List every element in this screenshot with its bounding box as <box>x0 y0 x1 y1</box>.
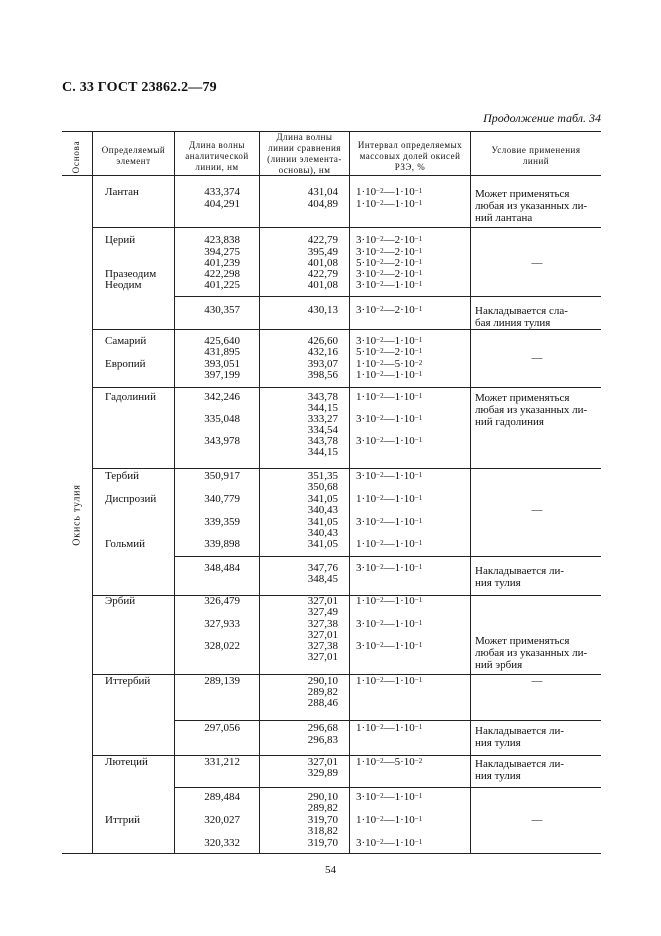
header-comparison-line: линии сравнения <box>268 143 341 153</box>
interval-value: $3\cdot 10^{-2}—1\cdot 10^{-1}$ <box>356 562 423 574</box>
element-name: Празеодим <box>105 268 157 280</box>
condition-line: Накладывается ли- <box>475 758 565 770</box>
interval-value: $3\cdot 10^{-2}—1\cdot 10^{-1}$ <box>356 516 423 528</box>
analytical-wavelength: 423,838 <box>204 234 240 246</box>
comparison-wavelength: 341,05 <box>307 493 338 505</box>
analytical-wavelength: 425,640 <box>204 335 240 347</box>
exponent: −2 <box>376 392 384 400</box>
exponent: −1 <box>414 838 423 846</box>
condition-text <box>475 392 599 428</box>
element-name: Церий <box>105 234 136 246</box>
interval-value: $3\cdot 10^{-2}—2\cdot 10^{-1}$ <box>356 246 423 258</box>
interval-value: $1\cdot 10^{-2}—1\cdot 10^{-1}$ <box>356 814 423 826</box>
condition-line: любая из указанных ли- <box>475 200 588 212</box>
comparison-wavelength: 404,89 <box>307 198 338 210</box>
comparison-wavelength: 296,83 <box>307 734 338 746</box>
interval-value: $3\cdot 10^{-2}—2\cdot 10^{-1}$ <box>356 304 423 316</box>
page-header-title: С. 33 ГОСТ 23862.2—79 <box>62 80 217 95</box>
comparison-wavelength: 432,16 <box>307 346 338 358</box>
sub-separator <box>175 720 601 721</box>
spectral-lines-table <box>62 131 601 854</box>
element-name: Иттрий <box>105 814 140 826</box>
exponent: −1 <box>414 517 423 525</box>
base-cell <box>62 176 92 853</box>
interval-value: $3\cdot 10^{-2}—2\cdot 10^{-1}$ <box>356 234 423 246</box>
page-number: 54 <box>325 864 336 876</box>
element-name: Лютеций <box>105 756 148 768</box>
exponent: −2 <box>376 336 384 344</box>
analytical-wavelength: 393,051 <box>204 358 240 370</box>
interval-value: $3\cdot 10^{-2}—1\cdot 10^{-1}$ <box>356 837 423 849</box>
exponent: −1 <box>414 619 423 627</box>
header-wavelength-line: Длина волны <box>189 140 245 150</box>
condition-dash: — <box>531 675 543 687</box>
exponent: −2 <box>376 347 384 355</box>
exponent: −2 <box>376 305 384 313</box>
comparison-wavelength: 290,10 <box>307 791 338 803</box>
condition-dash: — <box>531 814 543 826</box>
exponent: −1 <box>414 471 423 479</box>
interval-value: $5\cdot 10^{-2}—2\cdot 10^{-1}$ <box>356 346 423 358</box>
exponent: −2 <box>376 370 384 378</box>
element-name: Гольмий <box>105 538 145 550</box>
header-interval <box>350 140 470 173</box>
condition-line: любая из указанных ли- <box>475 647 588 659</box>
analytical-wavelength: 394,275 <box>204 246 240 258</box>
exponent: −2 <box>376 471 384 479</box>
exponent: −1 <box>414 815 423 823</box>
condition-line: ния тулия <box>475 770 521 782</box>
col-divider-4 <box>349 131 350 854</box>
sub-separator <box>175 296 601 297</box>
condition-line: ния тулия <box>475 737 521 749</box>
group-separator <box>93 387 601 388</box>
comparison-wavelength: 289,82 <box>307 802 338 814</box>
comparison-wavelength: 351,35 <box>307 470 338 482</box>
analytical-wavelength: 339,898 <box>204 538 240 550</box>
exponent: −2 <box>376 199 384 207</box>
group-separator <box>93 227 601 228</box>
condition-line: Накладывается ли- <box>475 725 565 737</box>
table-bottom-border <box>62 853 601 854</box>
condition-text <box>475 758 599 782</box>
comparison-wavelength: 393,07 <box>307 358 338 370</box>
comparison-wavelength: 343,78 <box>307 391 338 403</box>
exponent: −1 <box>414 280 423 288</box>
exponent: −2 <box>376 414 384 422</box>
group-separator <box>93 329 601 330</box>
element-name: Эрбий <box>105 595 136 607</box>
exponent: −1 <box>414 258 423 266</box>
comparison-wavelength: 350,68 <box>307 481 338 493</box>
element-name: Неодим <box>105 279 142 291</box>
interval-value: $1\cdot 10^{-2}—1\cdot 10^{-1}$ <box>356 198 423 210</box>
exponent: −1 <box>414 305 423 313</box>
condition-dash: — <box>531 352 543 364</box>
exponent: −1 <box>414 539 423 547</box>
comparison-wavelength: 318,82 <box>307 825 338 837</box>
header-wavelength-line: аналитической <box>185 151 249 161</box>
base-name: Окись тулия <box>71 483 83 546</box>
interval-value: $1\cdot 10^{-2}—5\cdot 10^{-2}$ <box>356 358 423 370</box>
condition-line: ний гадолиния <box>475 416 544 428</box>
comparison-wavelength: 344,15 <box>307 446 338 458</box>
condition-line: Накладывается ли- <box>475 565 565 577</box>
exponent: −1 <box>414 199 423 207</box>
header-element-line: элемент <box>116 156 151 166</box>
exponent: −1 <box>414 723 423 731</box>
condition-line: Может применяться <box>475 635 570 647</box>
comparison-wavelength: 422,79 <box>307 234 338 246</box>
analytical-wavelength: 328,022 <box>204 640 240 652</box>
analytical-wavelength: 289,139 <box>204 675 240 687</box>
exponent: −2 <box>376 723 384 731</box>
group-separator <box>93 595 601 596</box>
condition-line: ния тулия <box>475 577 521 589</box>
analytical-wavelength: 289,484 <box>204 791 240 803</box>
exponent: −2 <box>376 815 384 823</box>
comparison-wavelength: 327,01 <box>307 595 338 607</box>
comparison-wavelength: 395,49 <box>307 246 338 258</box>
exponent: −2 <box>376 596 384 604</box>
comparison-wavelength: 289,82 <box>307 686 338 698</box>
exponent: −2 <box>376 187 384 195</box>
analytical-wavelength: 397,199 <box>204 369 240 381</box>
comparison-wavelength: 327,01 <box>307 651 338 663</box>
exponent: −1 <box>414 414 423 422</box>
comparison-wavelength: 343,78 <box>307 435 338 447</box>
exponent: −2 <box>376 269 384 277</box>
exponent: −1 <box>414 792 423 800</box>
condition-line: бая линия тулия <box>475 317 551 329</box>
comparison-wavelength: 348,45 <box>307 573 338 585</box>
analytical-wavelength: 401,225 <box>204 279 240 291</box>
comparison-wavelength: 334,54 <box>307 424 338 436</box>
interval-value: $3\cdot 10^{-2}—1\cdot 10^{-1}$ <box>356 470 423 482</box>
exponent: −2 <box>414 757 423 765</box>
exponent: −2 <box>376 517 384 525</box>
exponent: −1 <box>414 187 423 195</box>
exponent: −2 <box>376 838 384 846</box>
interval-value: $1\cdot 10^{-2}—1\cdot 10^{-1}$ <box>356 493 423 505</box>
element-name: Тербий <box>105 470 140 482</box>
exponent: −1 <box>414 392 423 400</box>
analytical-wavelength: 331,212 <box>204 756 240 768</box>
comparison-wavelength: 398,56 <box>307 369 338 381</box>
interval-value: $1\cdot 10^{-2}—1\cdot 10^{-1}$ <box>356 369 423 381</box>
interval-value: $3\cdot 10^{-2}—1\cdot 10^{-1}$ <box>356 791 423 803</box>
interval-value: $3\cdot 10^{-2}—2\cdot 10^{-1}$ <box>356 268 423 280</box>
condition-text <box>475 725 599 749</box>
comparison-wavelength: 327,01 <box>307 756 338 768</box>
analytical-wavelength: 339,359 <box>204 516 240 528</box>
condition-text <box>475 565 599 589</box>
header-condition-line: Условие применения <box>491 145 581 155</box>
element-name: Европий <box>105 358 146 370</box>
comparison-wavelength: 288,46 <box>307 697 338 709</box>
exponent: −1 <box>414 247 423 255</box>
interval-value: $1\cdot 10^{-2}—1\cdot 10^{-1}$ <box>356 722 423 734</box>
exponent: −1 <box>414 336 423 344</box>
sub-separator <box>175 556 601 557</box>
element-name: Лантан <box>105 186 139 198</box>
exponent: −2 <box>376 641 384 649</box>
exponent: −2 <box>376 247 384 255</box>
exponent: −2 <box>376 539 384 547</box>
analytical-wavelength: 342,246 <box>204 391 240 403</box>
comparison-wavelength: 327,49 <box>307 606 338 618</box>
comparison-wavelength: 347,76 <box>307 562 338 574</box>
analytical-wavelength: 430,357 <box>204 304 240 316</box>
exponent: −2 <box>414 359 423 367</box>
group-separator <box>93 755 601 756</box>
analytical-wavelength: 350,917 <box>204 470 240 482</box>
comparison-wavelength: 327,01 <box>307 629 338 641</box>
comparison-wavelength: 431,04 <box>307 186 338 198</box>
element-name: Гадолиний <box>105 391 156 403</box>
interval-value: $1\cdot 10^{-2}—1\cdot 10^{-1}$ <box>356 186 423 198</box>
condition-line: Может применяться <box>475 392 570 404</box>
exponent: −2 <box>376 258 384 266</box>
condition-line: ний эрбия <box>475 659 523 671</box>
analytical-wavelength: 404,291 <box>204 198 240 210</box>
condition-line: любая из указанных ли- <box>475 404 588 416</box>
exponent: −1 <box>414 563 423 571</box>
interval-value: $3\cdot 10^{-2}—1\cdot 10^{-1}$ <box>356 413 423 425</box>
analytical-wavelength: 340,779 <box>204 493 240 505</box>
comparison-wavelength: 333,27 <box>307 413 338 425</box>
header-wavelength-line: линии, нм <box>195 162 239 172</box>
condition-text <box>475 635 599 671</box>
condition-line: ний лантана <box>475 212 533 224</box>
header-comparison-line: основы), нм <box>278 165 331 175</box>
comparison-wavelength: 319,70 <box>307 814 338 826</box>
comparison-wavelength: 340,43 <box>307 504 338 516</box>
sub-separator <box>175 787 601 788</box>
header-condition <box>471 145 601 167</box>
comparison-wavelength: 401,08 <box>307 279 338 291</box>
interval-value: $1\cdot 10^{-2}—1\cdot 10^{-1}$ <box>356 391 423 403</box>
comparison-wavelength: 341,05 <box>307 538 338 550</box>
element-name: Самарий <box>105 335 147 347</box>
header-comparison-line: Длина волны <box>276 132 333 142</box>
interval-value: $3\cdot 10^{-2}—1\cdot 10^{-1}$ <box>356 640 423 652</box>
comparison-wavelength: 344,15 <box>307 402 338 414</box>
header-interval-line: массовых долей окисей <box>359 151 461 161</box>
exponent: −2 <box>376 757 384 765</box>
exponent: −2 <box>376 280 384 288</box>
group-separator <box>93 674 601 675</box>
interval-value: $1\cdot 10^{-2}—5\cdot 10^{-2}$ <box>356 756 423 768</box>
analytical-wavelength: 326,479 <box>204 595 240 607</box>
exponent: −2 <box>376 436 384 444</box>
exponent: −1 <box>414 641 423 649</box>
header-interval-line: РЗЭ, % <box>394 162 426 172</box>
exponent: −1 <box>414 436 423 444</box>
exponent: −1 <box>414 596 423 604</box>
analytical-wavelength: 320,332 <box>204 837 240 849</box>
analytical-wavelength: 343,978 <box>204 435 240 447</box>
comparison-wavelength: 327,38 <box>307 618 338 630</box>
analytical-wavelength: 431,895 <box>204 346 240 358</box>
comparison-wavelength: 341,05 <box>307 516 338 528</box>
exponent: −1 <box>414 235 423 243</box>
element-name: Иттербий <box>105 675 151 687</box>
interval-value: $3\cdot 10^{-2}—1\cdot 10^{-1}$ <box>356 335 423 347</box>
comparison-wavelength: 319,70 <box>307 837 338 849</box>
analytical-wavelength: 422,298 <box>204 268 240 280</box>
header-base-cell <box>63 141 89 173</box>
analytical-wavelength: 335,048 <box>204 413 240 425</box>
comparison-wavelength: 290,10 <box>307 675 338 687</box>
interval-value: $5\cdot 10^{-2}—2\cdot 10^{-1}$ <box>356 257 423 269</box>
col-divider-5 <box>470 131 471 854</box>
interval-value: $1\cdot 10^{-2}—1\cdot 10^{-1}$ <box>356 675 423 687</box>
analytical-wavelength: 401,239 <box>204 257 240 269</box>
exponent: −2 <box>376 792 384 800</box>
header-element-line: Определяемый <box>101 145 166 155</box>
exponent: −1 <box>414 676 423 684</box>
condition-text <box>475 188 599 224</box>
comparison-wavelength: 327,38 <box>307 640 338 652</box>
condition-dash: — <box>531 504 543 516</box>
col-divider-3 <box>259 131 260 854</box>
condition-dash: — <box>531 257 543 269</box>
exponent: −2 <box>376 494 384 502</box>
analytical-wavelength: 297,056 <box>204 722 240 734</box>
comparison-wavelength: 340,43 <box>307 527 338 539</box>
comparison-wavelength: 422,79 <box>307 268 338 280</box>
interval-value: $3\cdot 10^{-2}—1\cdot 10^{-1}$ <box>356 618 423 630</box>
comparison-wavelength: 296,68 <box>307 722 338 734</box>
condition-line: Накладывается сла- <box>475 305 568 317</box>
analytical-wavelength: 348,484 <box>204 562 240 574</box>
comparison-wavelength: 329,89 <box>307 767 338 779</box>
condition-text <box>475 305 599 329</box>
exponent: −2 <box>376 235 384 243</box>
exponent: −2 <box>376 676 384 684</box>
exponent: −1 <box>414 347 423 355</box>
comparison-wavelength: 426,60 <box>307 335 338 347</box>
header-condition-line: линий <box>522 156 550 166</box>
analytical-wavelength: 433,374 <box>204 186 240 198</box>
element-name: Диспрозий <box>105 493 157 505</box>
interval-value: $1\cdot 10^{-2}—1\cdot 10^{-1}$ <box>356 538 423 550</box>
header-comparison <box>260 132 349 176</box>
header-base-label: Основа <box>71 140 81 174</box>
interval-value: $3\cdot 10^{-2}—1\cdot 10^{-1}$ <box>356 279 423 291</box>
interval-value: $1\cdot 10^{-2}—1\cdot 10^{-1}$ <box>356 595 423 607</box>
condition-line: Может применяться <box>475 188 570 200</box>
exponent: −2 <box>376 563 384 571</box>
exponent: −2 <box>376 359 384 367</box>
exponent: −1 <box>414 370 423 378</box>
header-wavelength <box>175 140 259 173</box>
col-divider-1 <box>92 131 93 854</box>
analytical-wavelength: 320,027 <box>204 814 240 826</box>
comparison-wavelength: 401,08 <box>307 257 338 269</box>
comparison-wavelength: 430,13 <box>307 304 338 316</box>
interval-value: $3\cdot 10^{-2}—1\cdot 10^{-1}$ <box>356 435 423 447</box>
exponent: −2 <box>376 619 384 627</box>
exponent: −1 <box>414 269 423 277</box>
analytical-wavelength: 327,933 <box>204 618 240 630</box>
exponent: −1 <box>414 494 423 502</box>
group-separator <box>93 468 601 469</box>
header-element <box>93 145 174 167</box>
header-interval-line: Интервал определяемых <box>357 140 463 150</box>
header-comparison-line: (линии элемента- <box>267 154 342 164</box>
table-continuation-label: Продолжение табл. 34 <box>483 111 601 125</box>
